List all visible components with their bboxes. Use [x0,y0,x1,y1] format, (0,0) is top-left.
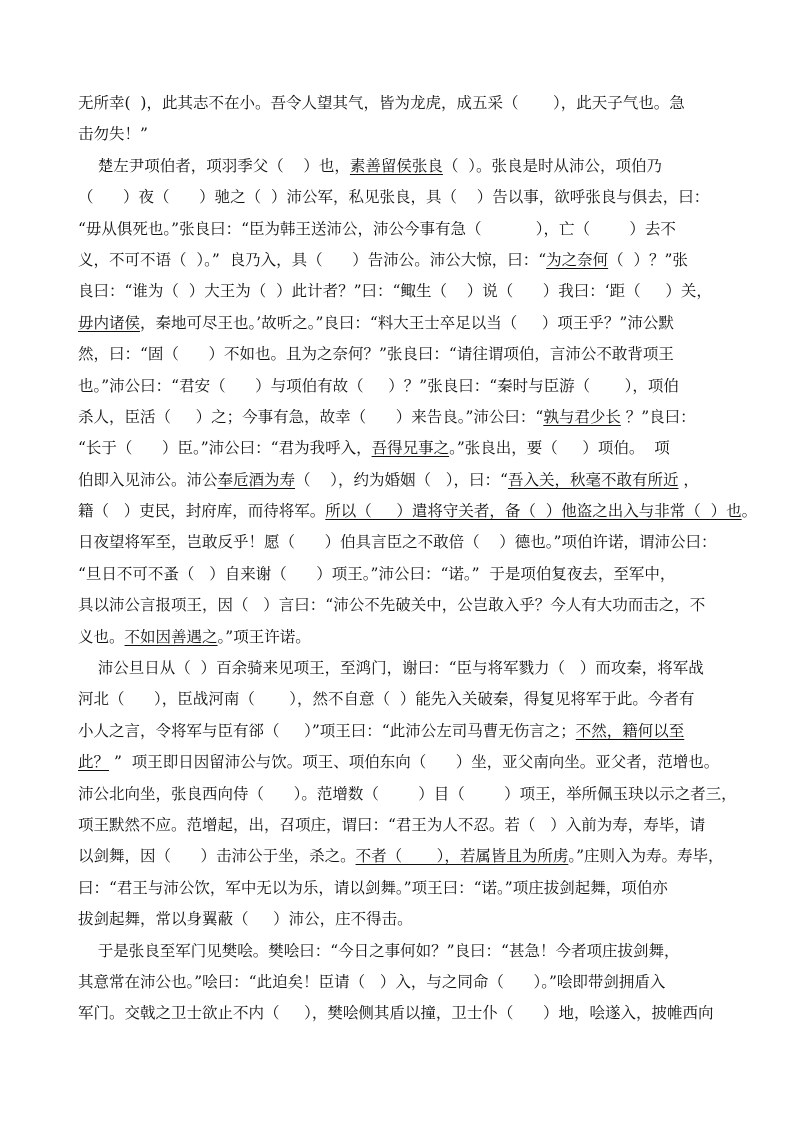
text-segment: 击勿失！” [78,125,148,144]
text-segment: （ ）？”张 [608,250,688,269]
text-segment: ，秦地可尽王也。’故听之。”良曰：“料大王士卒足以当（ ）项王乎？”沛公默 [140,313,674,332]
underlined-phrase: 不如因善遇之 [124,627,218,646]
text-line [78,998,720,1029]
text-line [78,88,720,119]
text-segment: 。”庄则入为寿。寿毕， [568,847,724,866]
text-segment: “旦日不可不蚤（ ）自来谢（ ）项王。”沛公曰：“诺。” 于是项伯复夜去，至军中， [78,564,676,583]
text-line [78,747,720,778]
underlined-phrase: 素善留侯张良 [349,156,443,175]
text-segment: 然，曰：“固（ ）不如也。且为之奈何？”张良曰：“请往谓项伯，言沛公不敢背项王 [78,345,674,364]
text-segment: 楚左尹项伯者，项羽季父（ ）也， [78,156,350,175]
underlined-phrase: 毋内诸侯 [78,313,141,332]
text-segment: 籍（ ）吏民，封府库，而待将军。 [78,502,326,521]
text-line [78,433,720,464]
text-line [78,151,720,182]
text-segment: 小人之言，令将军与臣有郤（ ）”项王曰：“此沛公左司马曹无伤言之； [78,721,576,740]
text-line [78,684,720,715]
text-line [78,214,720,245]
underlined-phrase: 吾得兄事之 [371,439,450,458]
text-line [78,465,720,496]
text-segment: “长于（ ）臣。”沛公曰：“君为我呼入， [78,439,372,458]
underlined-phrase: 吾入关，秋毫不敢有所近 [507,470,679,489]
text-segment: ” 项王即日因留沛公与饮。项王、项伯东向（ ）坐，亚父南向坐。亚父者，范增也。 [109,753,720,772]
underlined-phrase: 不然，籍何以至 [575,721,685,740]
text-line [78,841,724,872]
underlined-phrase: 孰与君少长 [543,407,621,426]
text-line [78,622,720,653]
text-segment: （ ）。张良是时从沛公，项伯乃 [442,156,663,175]
text-segment: “毋从俱死也。”张良曰：“臣为韩王送沛公，沛公今事有急（ ），亡（ ）去不 [78,219,676,238]
text-line [78,182,720,213]
text-segment: 良曰：“谁为（ ）大王为（ ）此计者？”曰：“鲰生（ ）说（ ）我曰：‘距（ ）关， [78,282,712,301]
text-segment: 河北（ ），臣战河南（ ），然不自意（ ）能先入关破秦，得复见将军于此。今者有 [78,690,695,709]
text-line [78,527,720,558]
underlined-phrase: 奉卮酒为寿 [217,470,296,489]
text-segment: 。”张良出，要（ ）项伯。 项 [449,439,670,458]
text-segment: 沛公旦日从（ ）百余骑来见项王，至鸿门，谢曰：“臣与将军戮力（ ）而攻秦，将军战 [78,659,704,678]
text-segment: 其意常在沛公也。”哙曰：“此迫矣！臣请（ ）入，与之同命（ ）。”哙即带剑拥盾入 [78,972,666,991]
text-segment: 拔剑起舞，常以身翼蔽（ ）沛公，庄不得击。 [78,910,413,929]
text-segment: 日夜望将军至，岂敢反乎！愿（ ）伯具言臣之不敢倍（ ）德也。”项伯许诺，谓沛公曰： [78,533,717,552]
text-segment: 项王默然不应。范增起，出，召项庄，谓曰：“君王为人不忍。若（ ）入前为寿，寿毕，请 [78,815,706,834]
text-line [78,276,720,307]
document-body [78,88,758,1030]
text-segment: 也。”沛公曰：“君安（ ）与项伯有故（ ）？”张良曰：“秦时与臣游（ ），项伯 [78,376,679,395]
text-segment: 沛公北向坐，张良西向侍（ ）。范增数（ ）目（ ）项王，举所佩玉玦以示之者三， [78,784,737,803]
text-line [78,653,720,684]
text-line [78,904,720,935]
text-segment: 以剑舞，因（ ）击沛公于坐，杀之。 [78,847,356,866]
text-line [78,245,720,276]
text-segment: 义也。 [78,627,125,646]
text-segment: 于是张良至军门见樊哙。樊哙曰：“今日之事何如？”良曰：“甚急！今者项庄拔剑舞， [78,941,680,960]
text-segment: 杀人，臣活（ ）之；今事有急，故幸（ ）来告良。”沛公曰：“ [78,407,544,426]
text-line [78,559,720,590]
text-line [78,716,720,747]
text-segment: ， [678,470,699,489]
text-line [78,936,720,967]
text-line [78,339,720,370]
text-segment: （ ）夜（ ）驰之（ ）沛公军，私见张良，具（ ）告以事，欲呼张良与俱去，曰： [78,188,710,207]
text-line [78,119,720,150]
underlined-phrase: 此？ [78,753,110,772]
text-line [78,402,720,433]
text-segment: 具以沛公言报项王，因（ ）言曰：“沛公不先破关中，公岂敢入乎？今人有大功而击之，不 [78,596,706,615]
text-segment: 伯即入见沛公。沛公 [78,470,218,489]
underlined-phrase: 不者（ ），若属皆且为所虏 [355,847,569,866]
text-segment: 无所幸( )，此其志不在小。吾令人望其气，皆为龙虎，成五采（ ），此天子气也。急 [78,94,685,112]
text-segment: ？”良曰： [620,407,696,426]
underlined-phrase: 所以（ ）遣将守关者，备（ ）他盗之出入与非常（ ）也 [325,502,742,521]
text-segment: （ ），约为婚姻（ ），曰：“ [295,470,508,489]
text-line [78,496,758,527]
text-segment: 。 [741,502,758,521]
text-line [78,967,720,998]
text-line [78,371,720,402]
text-segment: 义，不可不语（ ）。” 良乃入，具（ ）告沛公。沛公大惊，曰：“ [78,250,547,269]
text-segment: 。”项王许诺。 [217,627,311,646]
text-line [78,590,720,621]
text-line [78,779,737,810]
text-line [78,810,720,841]
text-segment: 军门。交戟之卫士欲止不内（ ），樊哙侧其盾以撞，卫士仆（ ）地，哙遂入，披帷西向 [78,1004,714,1023]
text-line [78,873,720,904]
text-segment: 曰：“君王与沛公饮，军中无以为乐，请以剑舞。”项王曰：“诺。”项庄拔剑起舞，项伯亦 [78,878,668,897]
text-line [78,308,720,339]
underlined-phrase: 为之奈何 [546,250,609,269]
